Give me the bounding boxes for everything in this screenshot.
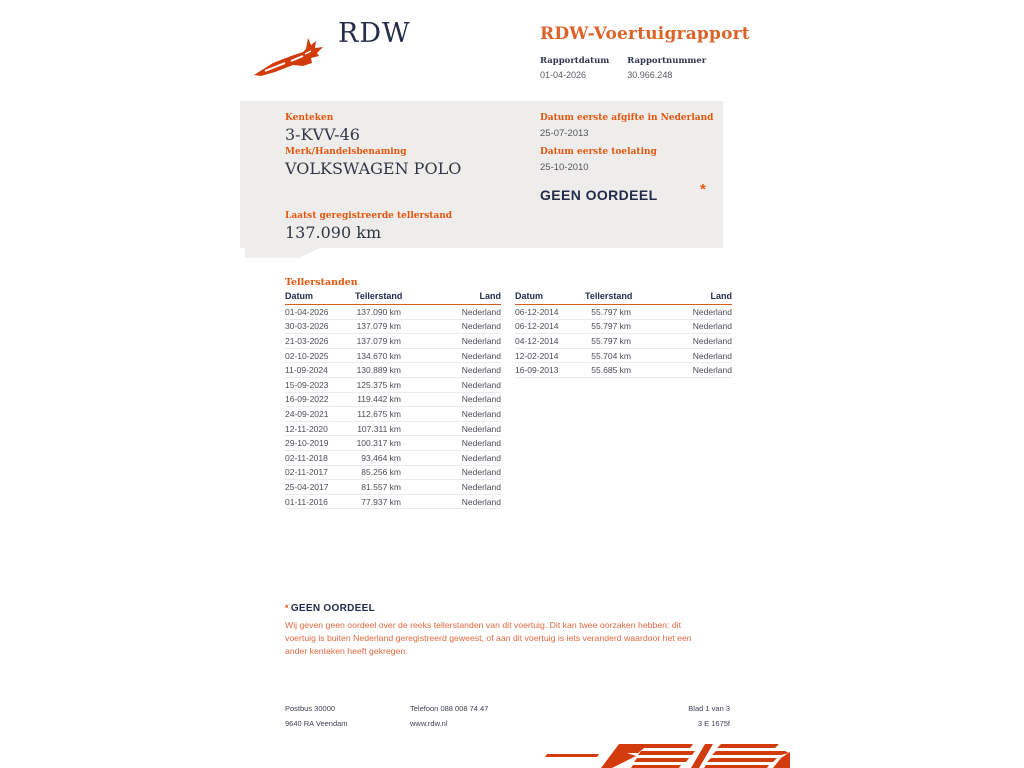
table-row xyxy=(285,422,501,437)
footer-form-code: 3 E 1675f xyxy=(697,719,730,728)
date-cell: 04-12-2014 xyxy=(515,335,559,346)
date-cell: 01-11-2016 xyxy=(285,496,328,507)
table-row xyxy=(285,451,501,466)
tellerstand-value: 137.090 km xyxy=(285,223,382,242)
kenteken-field xyxy=(285,113,360,144)
merk-field xyxy=(285,147,461,178)
country-cell: Nederland xyxy=(692,306,732,317)
country-cell: Nederland xyxy=(461,496,501,507)
report-date-value: 01-04-2026 xyxy=(540,70,587,80)
table-header xyxy=(515,291,732,305)
country-cell: Nederland xyxy=(461,379,501,390)
document-title: RDW-Voertuigrapport xyxy=(540,24,750,44)
table-row xyxy=(285,393,501,408)
table-row xyxy=(515,334,732,349)
odometer-cell: 107.311 km xyxy=(357,423,401,434)
report-number-field xyxy=(627,56,706,80)
date-cell: 29-10-2019 xyxy=(285,438,329,449)
date-cell: 15-09-2023 xyxy=(285,379,329,390)
date-cell: 21-03-2026 xyxy=(285,335,329,346)
table-body xyxy=(285,305,501,509)
country-cell: Nederland xyxy=(461,306,501,317)
footer-page-indicator: Blad 1 van 3 xyxy=(688,704,730,713)
country-cell: Nederland xyxy=(692,335,732,346)
col-land: Land xyxy=(710,291,732,301)
kenteken-value: 3-KVV-46 xyxy=(285,125,360,144)
footer-page-info xyxy=(688,701,730,731)
date-cell: 06-12-2014 xyxy=(515,321,559,332)
country-cell: Nederland xyxy=(461,438,501,449)
table-row xyxy=(285,320,501,335)
table-row xyxy=(515,305,732,320)
odometer-cell: 130.889 km xyxy=(356,365,401,376)
footer-website: www.rdw.nl xyxy=(410,719,448,728)
note-title xyxy=(285,603,709,614)
table-row xyxy=(285,436,501,451)
odometer-cell: 112.675 km xyxy=(357,408,401,419)
country-cell: Nederland xyxy=(461,365,501,376)
table-row xyxy=(515,320,732,335)
report-meta xyxy=(540,56,706,80)
table-row xyxy=(285,334,501,349)
country-cell: Nederland xyxy=(461,467,501,478)
country-cell: Nederland xyxy=(461,452,501,463)
report-date-field xyxy=(540,56,609,80)
table-row xyxy=(285,407,501,422)
date-cell: 01-04-2026 xyxy=(285,306,329,317)
report-number-value: 30.966.248 xyxy=(627,70,673,80)
date-cell: 25-04-2017 xyxy=(285,481,329,492)
table-row xyxy=(515,349,732,364)
footer-phone: Telefoon 088 008 74 47 xyxy=(410,704,489,713)
col-datum: Datum xyxy=(515,291,544,301)
date-cell: 02-10-2025 xyxy=(285,350,329,361)
footer-contact xyxy=(410,701,488,731)
col-land: Land xyxy=(479,291,501,301)
rdw-logo-text: RDW xyxy=(338,18,411,49)
afgifte-label: Datum eerste afgifte in Nederland xyxy=(540,113,714,123)
footer-address-line2: 9640 RA Veendam xyxy=(285,719,348,728)
odometer-cell: 119.442 km xyxy=(357,394,401,405)
date-cell: 30-03-2026 xyxy=(285,321,329,332)
odometer-table-left xyxy=(285,291,501,509)
odometer-cell: 137.090 km xyxy=(356,306,401,317)
afgifte-value: 25-07-2013 xyxy=(540,128,589,139)
table-row xyxy=(285,305,501,320)
date-cell: 06-12-2014 xyxy=(515,306,559,317)
odometer-cell: 55.797 km xyxy=(591,335,631,346)
odometer-cell: 137.079 km xyxy=(356,321,401,332)
panel-corner-tab xyxy=(245,248,320,258)
toelating-label: Datum eerste toelating xyxy=(540,147,657,157)
country-cell: Nederland xyxy=(461,335,501,346)
report-number-label: Rapportnummer xyxy=(627,56,707,66)
merk-value: VOLKSWAGEN POLO xyxy=(285,159,462,178)
col-datum: Datum xyxy=(285,291,314,301)
report-date-label: Rapportdatum xyxy=(540,56,610,66)
table-body xyxy=(515,305,732,378)
footer-stripes-graphic xyxy=(545,740,790,768)
date-cell: 24-09-2021 xyxy=(285,408,329,419)
country-cell: Nederland xyxy=(461,321,501,332)
table-row xyxy=(285,349,501,364)
odometer-cell: 81.557 km xyxy=(361,481,401,492)
geen-oordeel-note xyxy=(285,603,709,658)
date-cell: 12-02-2014 xyxy=(515,350,559,361)
date-cell: 12-11-2020 xyxy=(285,423,328,434)
merk-label: Merk/Handelsbenaming xyxy=(285,147,407,157)
afgifte-field xyxy=(540,113,713,139)
table-row xyxy=(285,495,501,510)
table-row xyxy=(285,363,501,378)
odometer-cell: 134.670 km xyxy=(356,350,401,361)
date-cell: 16-09-2013 xyxy=(515,365,559,376)
toelating-field xyxy=(540,147,657,173)
table-header xyxy=(285,291,501,305)
date-cell: 11-09-2024 xyxy=(285,365,328,376)
date-cell: 16-09-2022 xyxy=(285,394,329,405)
odometer-cell: 85.256 km xyxy=(361,467,401,478)
table-row xyxy=(285,378,501,393)
country-cell: Nederland xyxy=(692,365,732,376)
tellerstanden-heading: Tellerstanden xyxy=(285,277,358,288)
kenteken-label: Kenteken xyxy=(285,113,334,123)
col-tellerstand: Tellerstand xyxy=(355,291,403,301)
note-asterisk: * xyxy=(285,603,289,613)
oordeel-status: GEEN OORDEEL xyxy=(540,187,658,203)
odometer-cell: 77.937 km xyxy=(361,496,401,507)
vehicle-summary-panel xyxy=(240,101,723,248)
tellerstand-label: Laatst geregistreerde tellerstand xyxy=(285,211,453,221)
odometer-cell: 55.704 km xyxy=(591,350,631,361)
rdw-falcon-icon xyxy=(253,30,333,78)
footer-address xyxy=(285,701,348,731)
toelating-value: 25-10-2010 xyxy=(540,162,589,173)
table-row xyxy=(285,480,501,495)
oordeel-asterisk: * xyxy=(700,181,706,198)
country-cell: Nederland xyxy=(461,408,501,419)
footer-address-line1: Postbus 30000 xyxy=(285,704,336,713)
date-cell: 02-11-2017 xyxy=(285,467,328,478)
country-cell: Nederland xyxy=(461,394,501,405)
table-row xyxy=(285,466,501,481)
country-cell: Nederland xyxy=(461,350,501,361)
table-row xyxy=(515,363,732,378)
odometer-table-right xyxy=(515,291,732,378)
date-cell: 02-11-2018 xyxy=(285,452,328,463)
note-body: Wij geven geen oordeel over de reeks tellerstanden van dit voertuig. Dit kan twee oorzaken hebben: dit voertuig is buiten Nederland geregistreerd geweest, of aan dit voertuig is iets veranderd waardoor het een ander kenteken heeft gekregen. xyxy=(285,620,692,656)
odometer-cell: 55.797 km xyxy=(591,321,631,332)
odometer-cell: 55.797 km xyxy=(591,306,631,317)
country-cell: Nederland xyxy=(461,481,501,492)
tellerstand-field xyxy=(285,211,452,242)
odometer-cell: 137.079 km xyxy=(356,335,401,346)
country-cell: Nederland xyxy=(461,423,501,434)
country-cell: Nederland xyxy=(692,321,732,332)
speed-stripes-icon xyxy=(545,740,790,768)
odometer-cell: 100.317 km xyxy=(356,438,401,449)
odometer-cell: 55.685 km xyxy=(591,365,631,376)
odometer-cell: 125.375 km xyxy=(356,379,401,390)
col-tellerstand: Tellerstand xyxy=(585,291,633,301)
odometer-cell: 93.464 km xyxy=(361,452,401,463)
note-title-text: GEEN OORDEEL xyxy=(290,603,375,614)
country-cell: Nederland xyxy=(692,350,732,361)
